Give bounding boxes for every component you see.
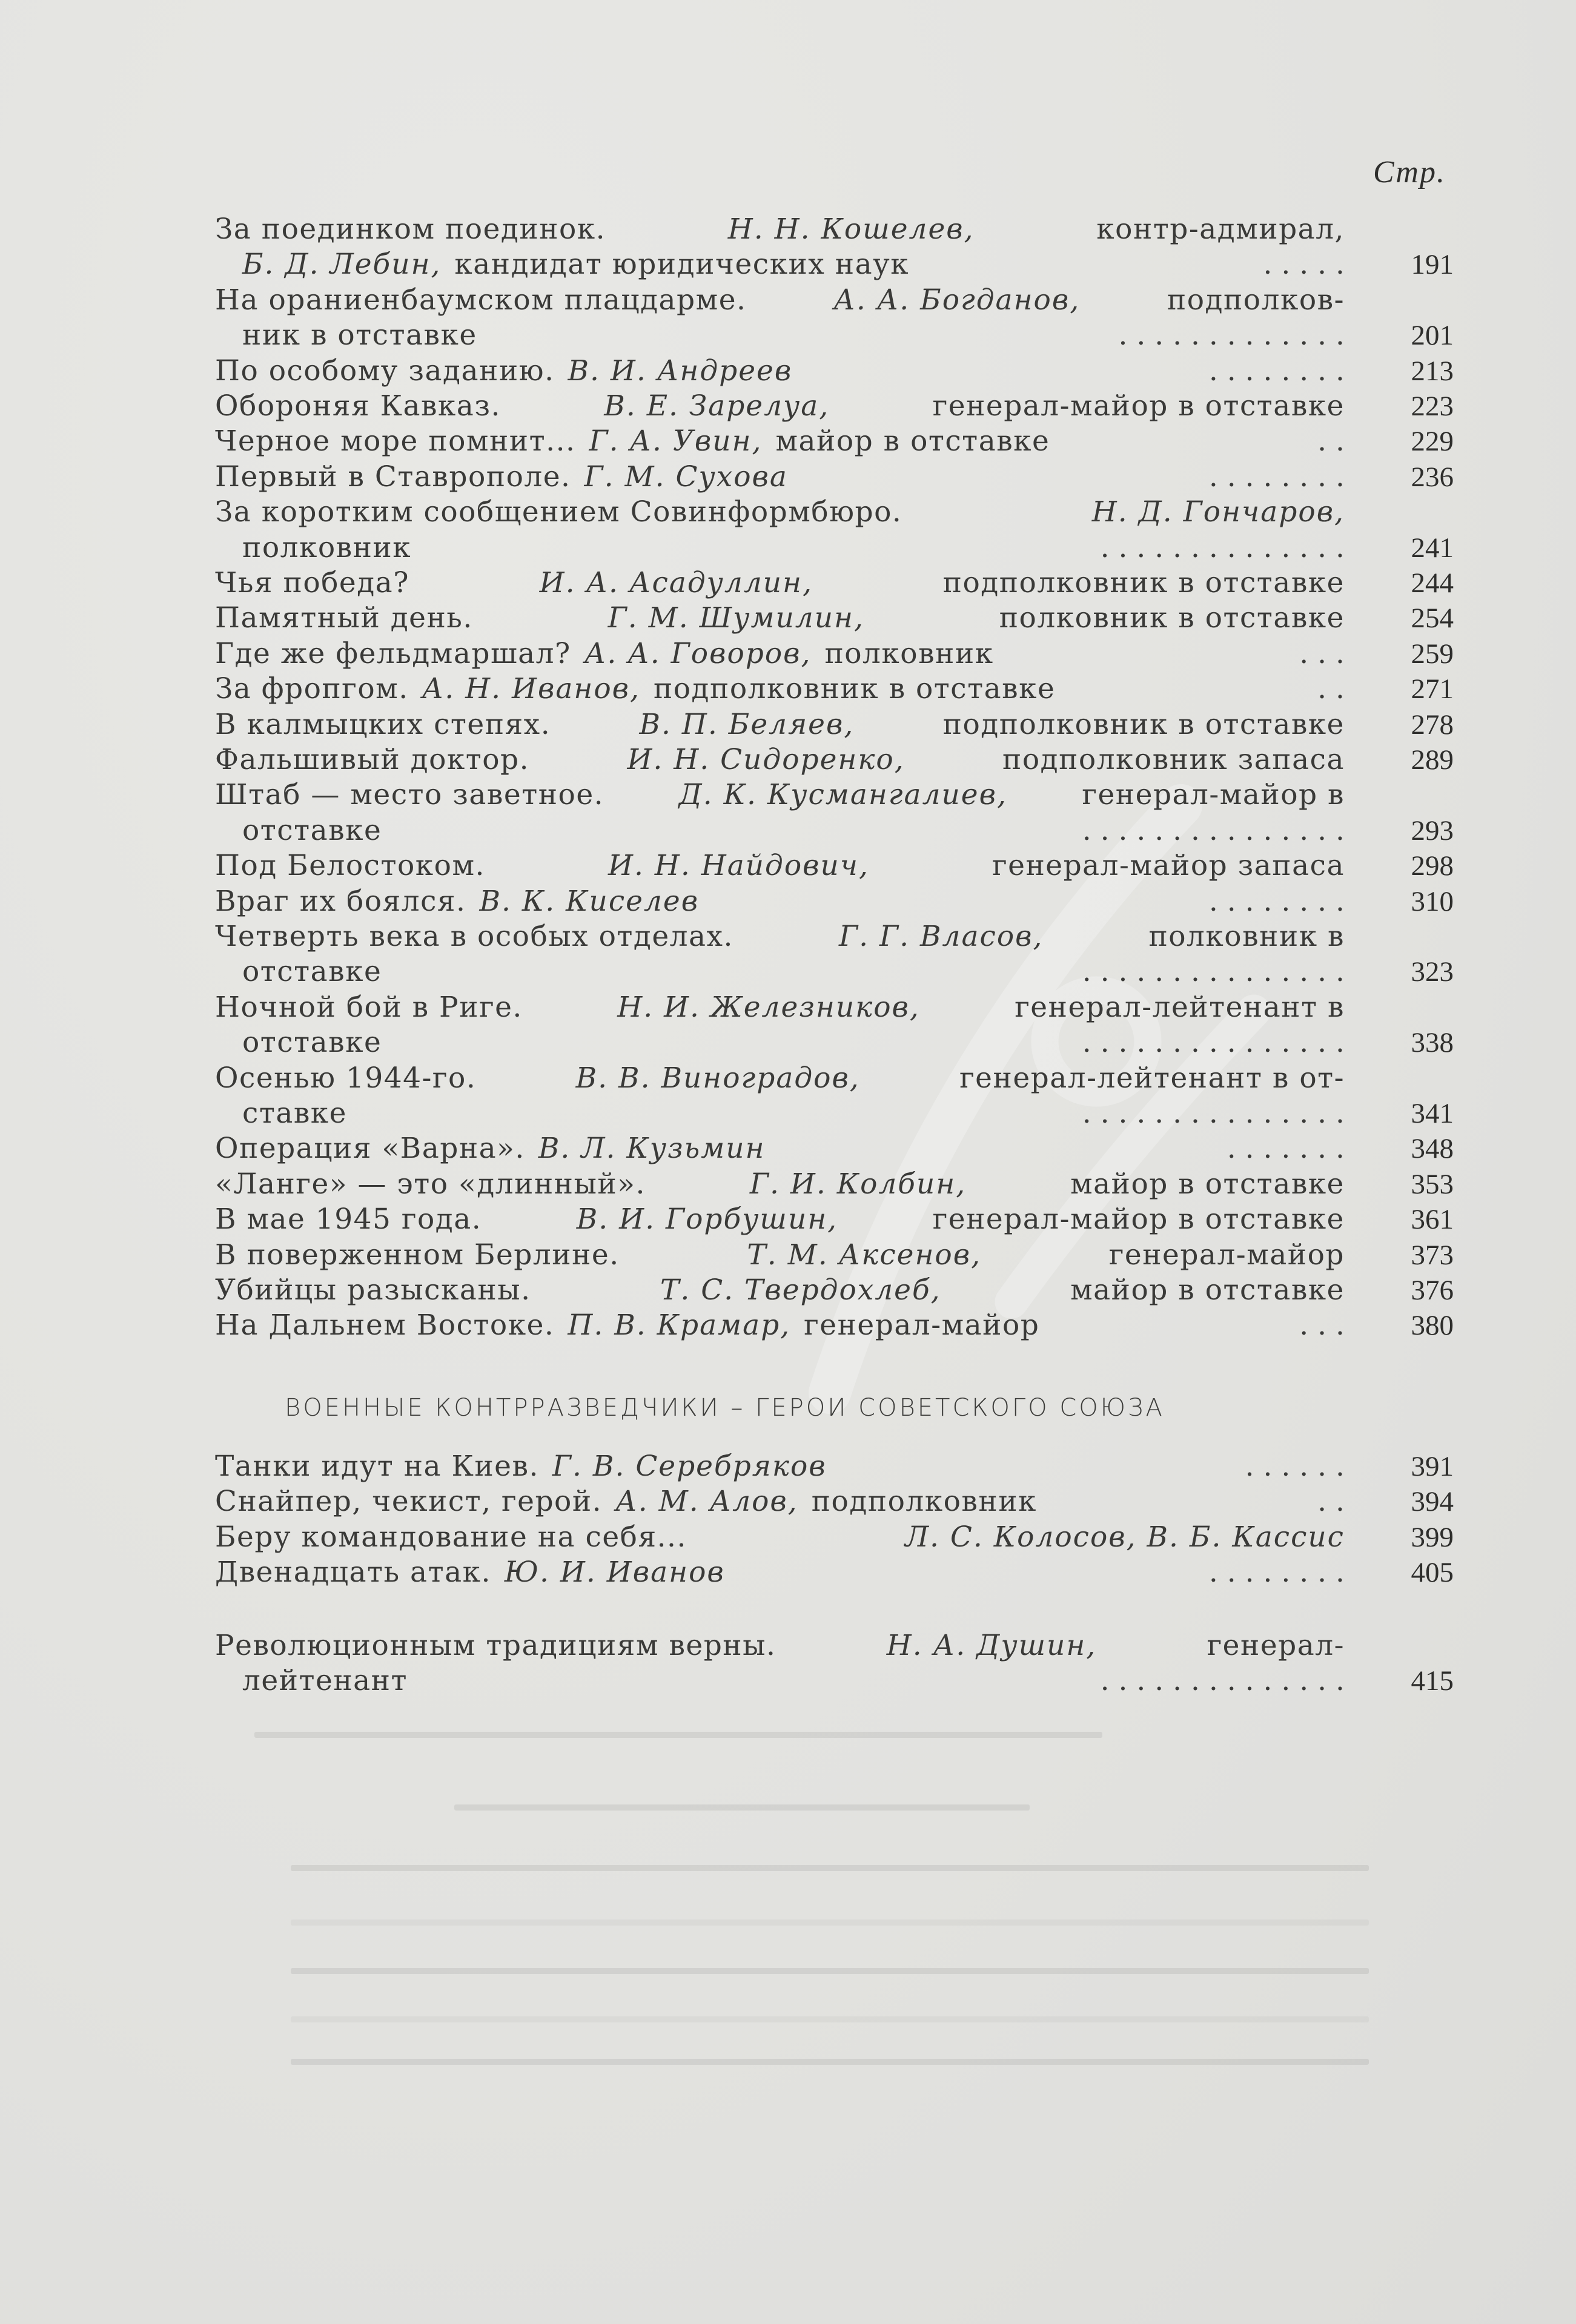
dot-leader: . . . . . . . . . . . . . . . xyxy=(1082,1097,1345,1130)
dot-leader: . . . . . . xyxy=(1245,1450,1345,1483)
dot-leader: . . . . . . . . xyxy=(1208,460,1345,494)
entry-rank: подполковник в отставке xyxy=(942,707,1345,741)
entry-author: Н. Д. Гончаров, xyxy=(1091,495,1345,529)
toc-entry-line xyxy=(215,1449,1345,1484)
toc-entry-line xyxy=(215,636,1345,672)
entry-author: Г. И. Колбин, xyxy=(749,1167,967,1201)
entry-author: Н. Н. Кошелев, xyxy=(727,213,975,246)
toc-entry-line xyxy=(215,742,1345,777)
entry-rank: генерал-майор в отставке xyxy=(932,1203,1345,1236)
entry-page-number: 323 xyxy=(1411,956,1454,988)
toc-entry-line xyxy=(215,1520,1345,1555)
entry-page-number: 241 xyxy=(1411,532,1454,564)
entry-page-number: 293 xyxy=(1411,814,1454,847)
entry-title: Убийцы разысканы. xyxy=(215,1273,531,1307)
entry-page-number: 376 xyxy=(1411,1275,1454,1306)
toc-entry-line xyxy=(215,424,1345,459)
toc-entry-line xyxy=(215,495,1345,530)
entry-author: Т. С. Твердохлеб, xyxy=(660,1273,941,1307)
entry-rank: отставке xyxy=(242,1026,382,1060)
entry-author: Г. М. Сухова xyxy=(584,460,788,494)
entry-page-number: 259 xyxy=(1411,638,1454,670)
toc-entry-continuation xyxy=(242,1663,1345,1698)
entry-title: Беру командование на себя... xyxy=(215,1520,687,1554)
entry-author: В. Е. Зарелуа, xyxy=(604,389,830,423)
entry-author: И. Н. Найдович, xyxy=(608,849,869,883)
toc-entry-line xyxy=(215,354,1345,389)
entry-author: Л. С. Колосов, В. Б. Кассис xyxy=(904,1520,1345,1554)
entry-page-number: 405 xyxy=(1411,1557,1454,1589)
toc-entry-line xyxy=(215,566,1345,601)
dot-leader: . . . . . . . xyxy=(1227,1132,1345,1166)
entry-rank: лейтенант xyxy=(242,1664,408,1698)
entry-author: А. Н. Иванов, xyxy=(422,672,640,706)
entry-title: На ораниенбаумском плацдарме. xyxy=(215,283,747,317)
entry-rank: полковник в отставке xyxy=(999,601,1345,635)
dot-leader: . . . . . . . . . . . . . . . xyxy=(1082,813,1345,847)
toc-entry-line xyxy=(215,1273,1345,1308)
toc-entry-line xyxy=(215,1167,1345,1202)
entry-title: В поверженном Берлине. xyxy=(215,1238,620,1272)
entry-title: Операция «Варна». xyxy=(215,1132,525,1166)
entry-author: Г. В. Серебряков xyxy=(552,1450,827,1483)
entry-rank: генерал-лейтенант в от- xyxy=(959,1061,1345,1095)
entry-title: Снайпер, чекист, герой. xyxy=(215,1485,603,1519)
entry-rank: подполков- xyxy=(1167,283,1345,317)
dot-leader: . . . . . . . . . . . . . . . xyxy=(1082,1026,1345,1060)
entry-author: В. В. Виноградов, xyxy=(575,1061,860,1095)
entry-page-number: 298 xyxy=(1411,850,1454,882)
toc-entry-line xyxy=(215,707,1345,742)
entry-author: В. Л. Кузьмин xyxy=(538,1132,766,1166)
entry-author: В. К. Киселев xyxy=(479,884,700,918)
entry-title: Четверть века в особых отделах. xyxy=(215,920,733,953)
toc-entry-line xyxy=(215,1555,1345,1590)
entry-title: Обороняя Кавказ. xyxy=(215,389,501,423)
entry-rank: подполковник в отставке xyxy=(653,672,1056,706)
entry-rank: контр-адмирал, xyxy=(1096,213,1345,246)
entry-rank: майор в отставке xyxy=(1070,1273,1345,1307)
entry-rank: подполковник xyxy=(811,1485,1037,1519)
toc-entry-line xyxy=(215,1628,1345,1663)
entry-page-number: 244 xyxy=(1411,567,1454,599)
entry-title: Фальшивый доктор. xyxy=(215,743,530,776)
entry-title: Чья победа? xyxy=(215,566,409,599)
entry-page-number: 373 xyxy=(1411,1239,1454,1271)
entry-title: Черное море помнит... xyxy=(215,424,576,458)
toc-entry-line xyxy=(215,283,1345,318)
entry-page-number: 236 xyxy=(1411,461,1454,493)
entry-rank: генерал-майор в xyxy=(1082,778,1345,812)
entry-title: Революционным традициям верны. xyxy=(215,1629,776,1662)
dot-leader: . . xyxy=(1317,672,1345,706)
entry-title: Штаб — место заветное. xyxy=(215,778,604,812)
toc-entry-line xyxy=(215,1484,1345,1519)
dot-leader: . . xyxy=(1317,1485,1345,1519)
entry-author: Т. М. Аксенов, xyxy=(747,1238,982,1272)
entry-page-number: 394 xyxy=(1411,1486,1454,1518)
toc-entry-line xyxy=(215,212,1345,247)
bleed-through-text xyxy=(254,1732,1405,2107)
entry-rank: майор в отставке xyxy=(775,424,1050,458)
entry-author: В. И. Горбушин, xyxy=(576,1203,838,1236)
entry-title: Первый в Ставрополе. xyxy=(215,460,571,494)
toc-entry-line xyxy=(215,1238,1345,1273)
entry-rank: генерал- xyxy=(1207,1629,1345,1662)
entry-rank: кандидат юридических наук xyxy=(454,248,910,282)
entry-title: Враг их боялся. xyxy=(215,884,466,918)
dot-leader: . . . . . . . . xyxy=(1208,1556,1345,1589)
entry-rank: ник в отставке xyxy=(242,319,477,352)
entry-page-number: 213 xyxy=(1411,355,1454,387)
entry-title: Ночной бой в Риге. xyxy=(215,990,523,1024)
toc-entry-continuation xyxy=(242,954,1345,989)
entry-page-number: 391 xyxy=(1411,1451,1454,1482)
dot-leader: . . . . . . . . xyxy=(1208,884,1345,918)
dot-leader: . . . xyxy=(1299,1309,1345,1342)
entry-author: Н. И. Железников, xyxy=(617,990,920,1024)
entry-author: Г. Г. Власов, xyxy=(839,920,1044,953)
entry-author: Г. А. Увин, xyxy=(589,424,763,458)
entry-rank: подполковник в отставке xyxy=(942,566,1345,599)
entry-rank: полковник xyxy=(242,530,412,564)
toc-entry-continuation xyxy=(242,530,1345,566)
entry-page-number: 341 xyxy=(1411,1098,1454,1129)
entry-rank: генерал-майор xyxy=(804,1309,1040,1342)
entry-page-number: 289 xyxy=(1411,744,1454,776)
entry-author: Д. К. Кусмангалиев, xyxy=(678,778,1007,812)
toc-entry-continuation xyxy=(242,318,1345,353)
dot-leader: . . . . . . . . . . . . . . xyxy=(1100,1664,1345,1698)
entry-page-number: 201 xyxy=(1411,320,1454,352)
entry-rank: отставке xyxy=(242,955,382,989)
dot-leader: . . . xyxy=(1299,636,1345,670)
entry-title: Двенадцать атак. xyxy=(215,1556,491,1589)
dot-leader: . . . . . . . . . . . . . xyxy=(1118,319,1345,352)
entry-page-number: 223 xyxy=(1411,391,1454,422)
entry-title: Осенью 1944-го. xyxy=(215,1061,477,1095)
entry-author: А. А. Богданов, xyxy=(833,283,1081,317)
entry-author: Г. М. Шумилин, xyxy=(608,601,864,635)
entry-page-number: 254 xyxy=(1411,602,1454,635)
entry-rank: подполковник запаса xyxy=(1002,743,1345,776)
entry-rank: полковник в xyxy=(1148,920,1345,953)
toc-entry-line xyxy=(215,990,1345,1025)
entry-page-number: 191 xyxy=(1411,249,1454,281)
entry-rank: генерал-лейтенант в xyxy=(1015,990,1345,1024)
entry-page-number: 361 xyxy=(1411,1204,1454,1236)
toc-entry-line xyxy=(215,389,1345,424)
entry-page-number: 278 xyxy=(1411,708,1454,741)
entry-title: Танки идут на Киев. xyxy=(215,1450,539,1483)
toc-entry-line xyxy=(215,919,1345,954)
toc-entry-line xyxy=(215,1131,1345,1166)
entry-title: Памятный день. xyxy=(215,601,473,635)
entry-rank: майор в отставке xyxy=(1070,1167,1345,1201)
entry-rank: ставке xyxy=(242,1097,347,1130)
toc-entry-line xyxy=(215,848,1345,883)
entry-rank: отставке xyxy=(242,813,382,847)
dot-leader: . . . . . . . . xyxy=(1208,354,1345,388)
entry-page-number: 310 xyxy=(1411,885,1454,917)
entry-page-number: 229 xyxy=(1411,426,1454,458)
entry-page-number: 271 xyxy=(1411,673,1454,705)
toc-entry-line xyxy=(215,460,1345,495)
toc-entry-continuation xyxy=(242,1096,1345,1131)
entry-page-number: 348 xyxy=(1411,1133,1454,1165)
entry-title: В мае 1945 года. xyxy=(215,1203,482,1236)
toc-entry-line xyxy=(215,672,1345,707)
entry-title: Под Белостоком. xyxy=(215,849,485,883)
toc-entry-line xyxy=(215,884,1345,919)
toc-entry-continuation xyxy=(242,1025,1345,1060)
entry-author: А. М. Алов, xyxy=(615,1485,798,1519)
entry-author: А. А. Говоров, xyxy=(584,636,812,670)
entry-author: Н. А. Душин, xyxy=(886,1629,1097,1662)
entry-author: Ю. И. Иванов xyxy=(504,1556,725,1589)
entry-rank: генерал-майор в отставке xyxy=(932,389,1345,423)
entry-rank: генерал-майор запаса xyxy=(992,849,1345,883)
entry-author: И. А. Асадуллин, xyxy=(539,566,813,599)
entry-page-number: 399 xyxy=(1411,1521,1454,1553)
dot-leader: . . xyxy=(1317,424,1345,458)
entry-author: Б. Д. Лебин, xyxy=(242,248,442,282)
entry-rank: полковник xyxy=(824,636,994,670)
toc-entry-continuation xyxy=(242,813,1345,848)
page-column-header: Стр. xyxy=(1373,155,1446,190)
entry-title: За поединком поединок. xyxy=(215,213,606,246)
toc-entry-line xyxy=(215,601,1345,636)
entry-author: В. П. Беляев, xyxy=(639,707,855,741)
toc-entry-continuation xyxy=(242,247,1345,282)
toc-entry-line xyxy=(215,1202,1345,1237)
entry-page-number: 353 xyxy=(1411,1168,1454,1200)
dot-leader: . . . . . . . . . . . . . . xyxy=(1100,530,1345,564)
entry-page-number: 338 xyxy=(1411,1027,1454,1059)
entry-title: В калмыцких степях. xyxy=(215,707,551,741)
toc-entry-line xyxy=(215,777,1345,813)
toc-entry-line xyxy=(215,1308,1345,1343)
entry-title: За коротким сообщением Совинформбюро. xyxy=(215,495,902,529)
entry-title: За фропгом. xyxy=(215,672,409,706)
entry-page-number: 415 xyxy=(1411,1665,1454,1697)
entry-title: Где же фельдмаршал? xyxy=(215,636,571,670)
entry-page-number: 380 xyxy=(1411,1310,1454,1342)
dot-leader: . . . . . . . . . . . . . . . xyxy=(1082,955,1345,989)
entry-author: П. В. Крамар, xyxy=(568,1309,791,1342)
entry-author: В. И. Андреев xyxy=(568,354,793,388)
entry-author: И. Н. Сидоренко, xyxy=(627,743,905,776)
entry-rank: генерал-майор xyxy=(1108,1238,1345,1272)
dot-leader: . . . . . xyxy=(1263,248,1345,282)
entry-title: «Ланге» — это «длинный». xyxy=(215,1167,646,1201)
entry-title: На Дальнем Востоке. xyxy=(215,1309,555,1342)
section-heading: ВОЕННЫЕ КОНТРРАЗВЕДЧИКИ – ГЕРОИ СОВЕТСКОГО СОЮЗА xyxy=(285,1394,1165,1422)
entry-title: По особому заданию. xyxy=(215,354,555,388)
toc-entry-line xyxy=(215,1061,1345,1096)
